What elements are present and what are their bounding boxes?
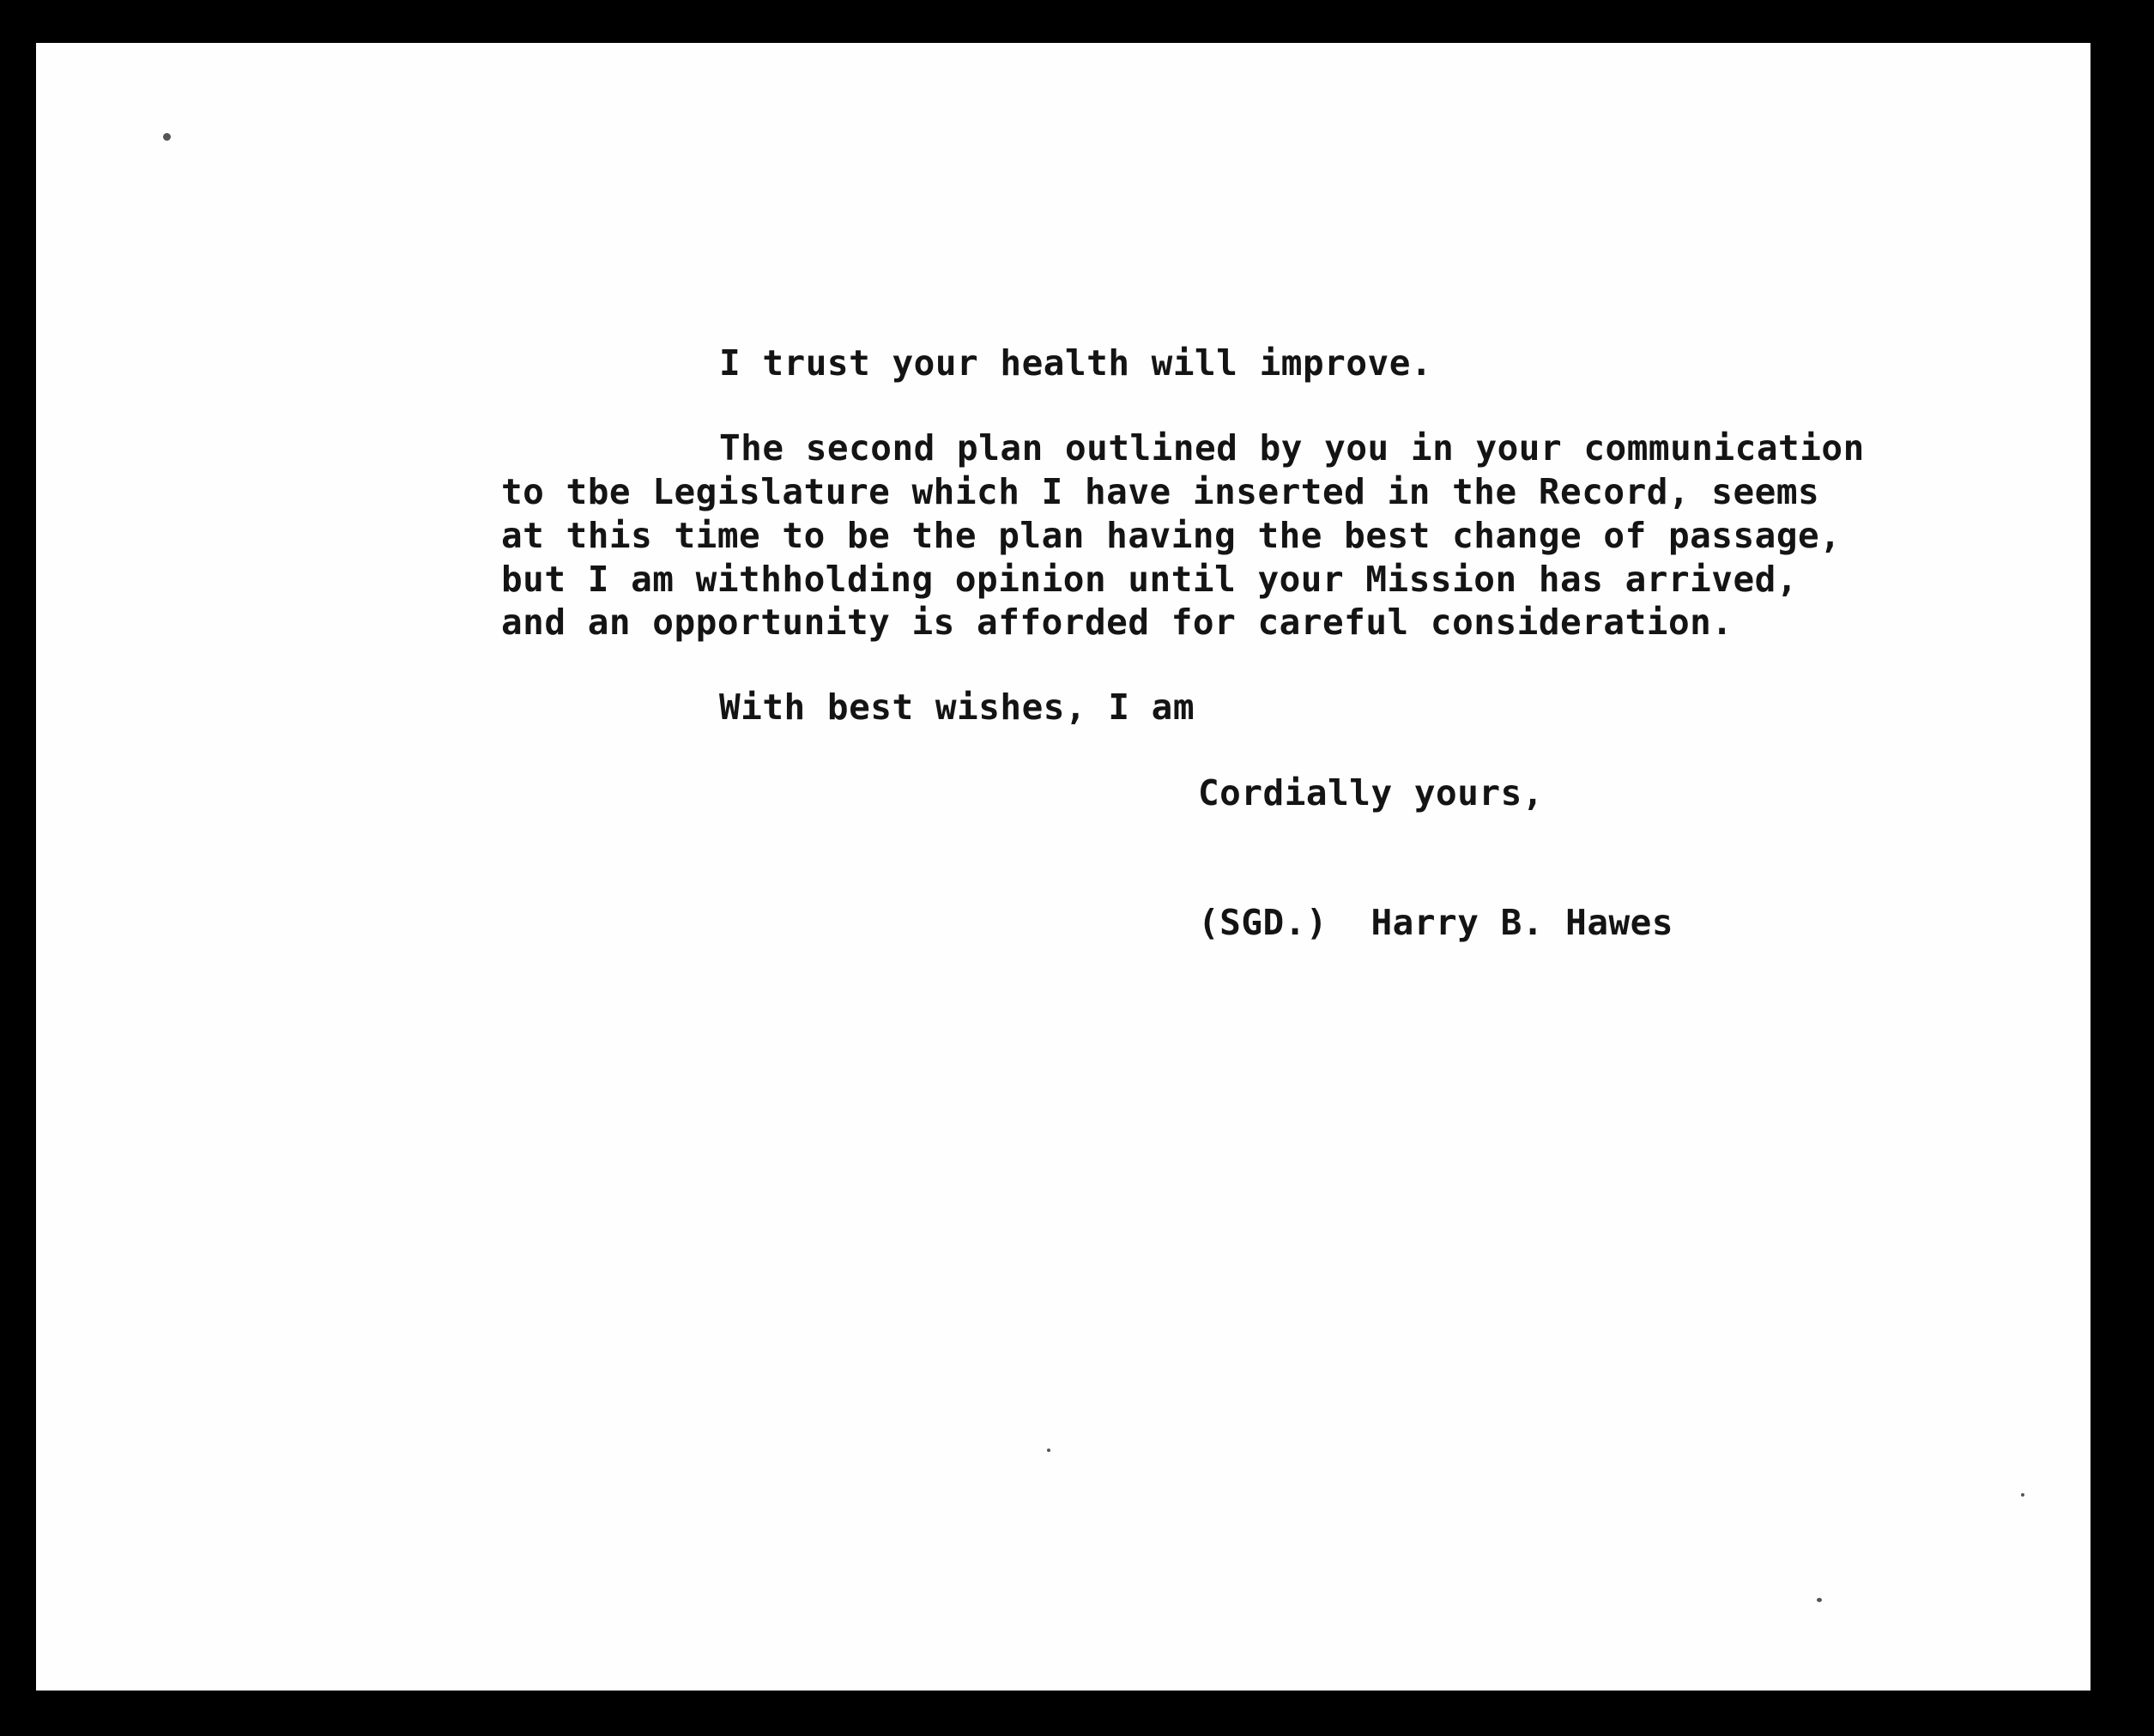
paper-speck [2021,1493,2024,1497]
paper-speck [1047,1449,1050,1452]
paragraph-line-5: and an opportunity is afforded for careful consideration. [501,602,1733,643]
letter-page [36,43,2090,1691]
paragraph-line-2: to tbe Legislature which I have inserted in the Record, seems [501,471,1820,512]
paragraph-line-4: but I am withholding opinion until your Mission has arrived, [501,559,1799,600]
health-line: I trust your health will improve. [719,342,1433,384]
paper-speck [163,133,171,141]
paper-speck [1817,1598,1822,1602]
closing-line: Cordially yours, [1198,772,1544,814]
paragraph-line-3: at this time to be the plan having the best change of passage, [501,515,1842,556]
signature-line: (SGD.) Harry B. Hawes [1198,902,1674,943]
paragraph-line-1: The second plan outlined by you in your communication [719,427,1865,469]
wishes-line: With best wishes, I am [719,687,1195,728]
